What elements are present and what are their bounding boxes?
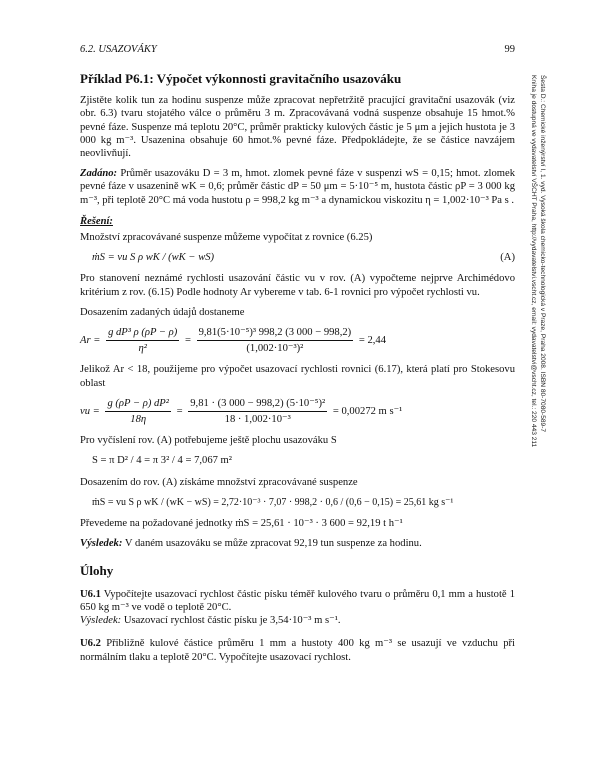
ar-fraction-symbolic [106,326,179,355]
vu-numerator: g (ρP − ρ) dP² [105,397,171,412]
task-u6-1-label: U6.1 [80,588,101,600]
vu-numerator-numeric: 9,81 · (3 000 − 998,2) (5·10⁻⁵)² [188,397,327,412]
running-header [80,44,515,55]
page-number: 99 [504,44,515,55]
vu-denominator-numeric: 18 · 1,002·10⁻³ [224,414,291,426]
ar-denominator-numeric: (1,002·10⁻³)² [246,343,304,355]
task-u6-2-text: Přibližně kulové částice průměru 1 mm a hustoty 400 kg m⁻³ se usazují ve vzduchu při normálním tlaku a teplotě 20°C. Vypočítejte usazovací rychlost. [80,638,515,663]
example-title: Příklad P6.1: Výpočet výkonnosti gravitačního usazováku [80,71,402,86]
main-content [80,72,515,670]
ar-lhs: Ar = [80,335,101,347]
solution-step-5: Pro vyčíslení rov. (A) potřebujeme ještě plochu usazováku S [80,435,337,447]
vu-fraction-symbolic [105,397,171,426]
result-text: V daném usazováku se může zpracovat 92,19 tun suspenze za hodinu. [122,538,422,550]
side-citation [520,75,560,725]
solution-step-4: Jelikož Ar < 18, použijeme pro výpočet usazovací rychlosti rovnici (6.17), která platí pro Stokesovu oblast [80,364,515,389]
task-u6-1-result-text: Usazovací rychlost částic písku je 3,54·10⁻³ m s⁻¹. [121,615,341,627]
vu-lhs: vu = [80,406,100,417]
side-citation-line-1: Šesta D.: Chemické inženýrství I, 1. vyd. Vysoká škola chemicko-technologická v Praze, Praha 2008. ISBN 80-7080-589-7 [539,75,546,433]
solution-step-7: Převedeme na požadované jednotky ṁS = 25,61 · 10⁻³ · 3 600 = 92,19 t h⁻¹ [80,518,403,530]
result-paragraph [80,537,515,550]
equation-mass-flow: ṁS = vu S ρ wK / (wK − wS) = 2,72·10⁻³ · 7,07 · 998,2 · 0,6 / (0,6 − 0,15) = 25,61 kg s⁻¹ [92,496,454,508]
equation-archimedes: Ar = $\frac{\text{g dP³ ρ (ρP − ρ)}}{\text{η²}}$ = $\frac{\text{9,81(5·10⁻⁵)³ 998,2 (3 000 − 998,2)}}{\text{(1,002·10⁻³)²}}$ = 2,44 [80,327,387,355]
equation-a [92,251,515,264]
equation-area: S = π D² / 4 = π 3² / 4 = 7,067 m² [92,455,232,467]
example-intro: Zjistěte kolik tun za hodinu suspenze může zpracovat nepřetržitě pracující gravitační usazovák (viz obr. 6.3) tvaru stojatého válce o průměru 3 m. Zpracovávaná vodná suspenze obsahuje 15 hmot.% pevné fáze. Suspenze má teplotu 20°C, průměr prakticky kulových částic je 5 μm a jejich hustota je 3 000 kg m⁻³. Usazenina obsahuje 60 hmot.% pevné fáze. Předpokládejte, že se částice navzájem neovlivňují. [80,95,515,160]
vu-result: = 0,00272 m s⁻¹ [332,406,403,417]
vu-fraction-numeric [188,397,327,426]
task-u6-2-label: U6.2 [80,638,101,650]
given-paragraph [80,167,515,207]
given-text: Průměr usazováku D = 3 m, hmot. zlomek pevné fáze v suspenzi wS = 0,15; hmot. zlomek pevné fáze v usazenině wK = 0,6; průměr částic dP = 50 μm = 5·10⁻⁵ m, hustota částic ρP = 3 000 kg m⁻³, při teplotě 20°C má voda hustotu ρ = 998,2 kg m⁻³ a dynamickou viskozitu η = 1,002·10⁻³ Pa s . [80,168,515,206]
solution-step-1: Množství zpracovávané suspenze můžeme vypočítat z rovnice (6.25) [80,232,373,244]
solution-step-3: Dosazením zadaných údajů dostaneme [80,306,245,318]
task-u6-1-text: Vypočítejte usazovací rychlost částic písku téměř kulového tvaru o průměru 0,1 mm a hustotě 1 650 kg m⁻³ ve vodě o teplotě 20°C. [80,588,515,613]
equation-a-body: ṁS = vu S ρ wK / (wK − wS) [92,252,215,264]
task-u6-2 [80,637,515,663]
task-u6-1 [80,588,515,628]
solution-step-2: Pro stanovení neznámé rychlosti usazování částic vu v rov. (A) vypočteme nejprve Archimédovo kritérium z rov. (6.15) Podle hodnoty Ar vybereme v tab. 6-1 rovnici pro výpočet rychlosti vu. [80,273,515,298]
ar-result: = 2,44 [358,335,387,347]
tasks-heading: Úlohy [80,563,114,579]
side-citation-line-2: Kniha je dostupná ve vydavatelství VŠCHT Praha, http://vydavatelstvi.vscht.cz, email: vydavatelstvi@vscht.cz, tel.: 220 443 211 [530,75,538,448]
task-u6-1-result-label: Výsledek: [80,615,122,627]
section-title: 6.2. USAZOVÁKY [80,44,157,55]
given-label: Zadáno: [80,168,118,180]
equation-a-number: (A) [500,252,515,264]
ar-numerator: g dP³ ρ (ρP − ρ) [106,326,179,341]
ar-numerator-numeric: 9,81(5·10⁻⁵)³ 998,2 (3 000 − 998,2) [197,326,354,341]
solution-label: Řešení: [80,215,113,227]
ar-denominator: η² [138,343,147,355]
vu-denominator: 18η [130,414,147,426]
solution-step-6: Dosazením do rov. (A) získáme množství zpracovávané suspenze [80,476,358,488]
result-label: Výsledek: [80,538,123,550]
ar-fraction-numeric [197,326,354,355]
equation-velocity: vu = $\frac{\text{g (ρP − ρ) dP²}}{18\eta}$ = $\frac{\text{9,81 · (3 000 − 998,2) (5·10⁻⁵)²}}{\text{18 · 1,002·10⁻³}}$ = 0,00272 m s⁻¹ [80,397,403,426]
